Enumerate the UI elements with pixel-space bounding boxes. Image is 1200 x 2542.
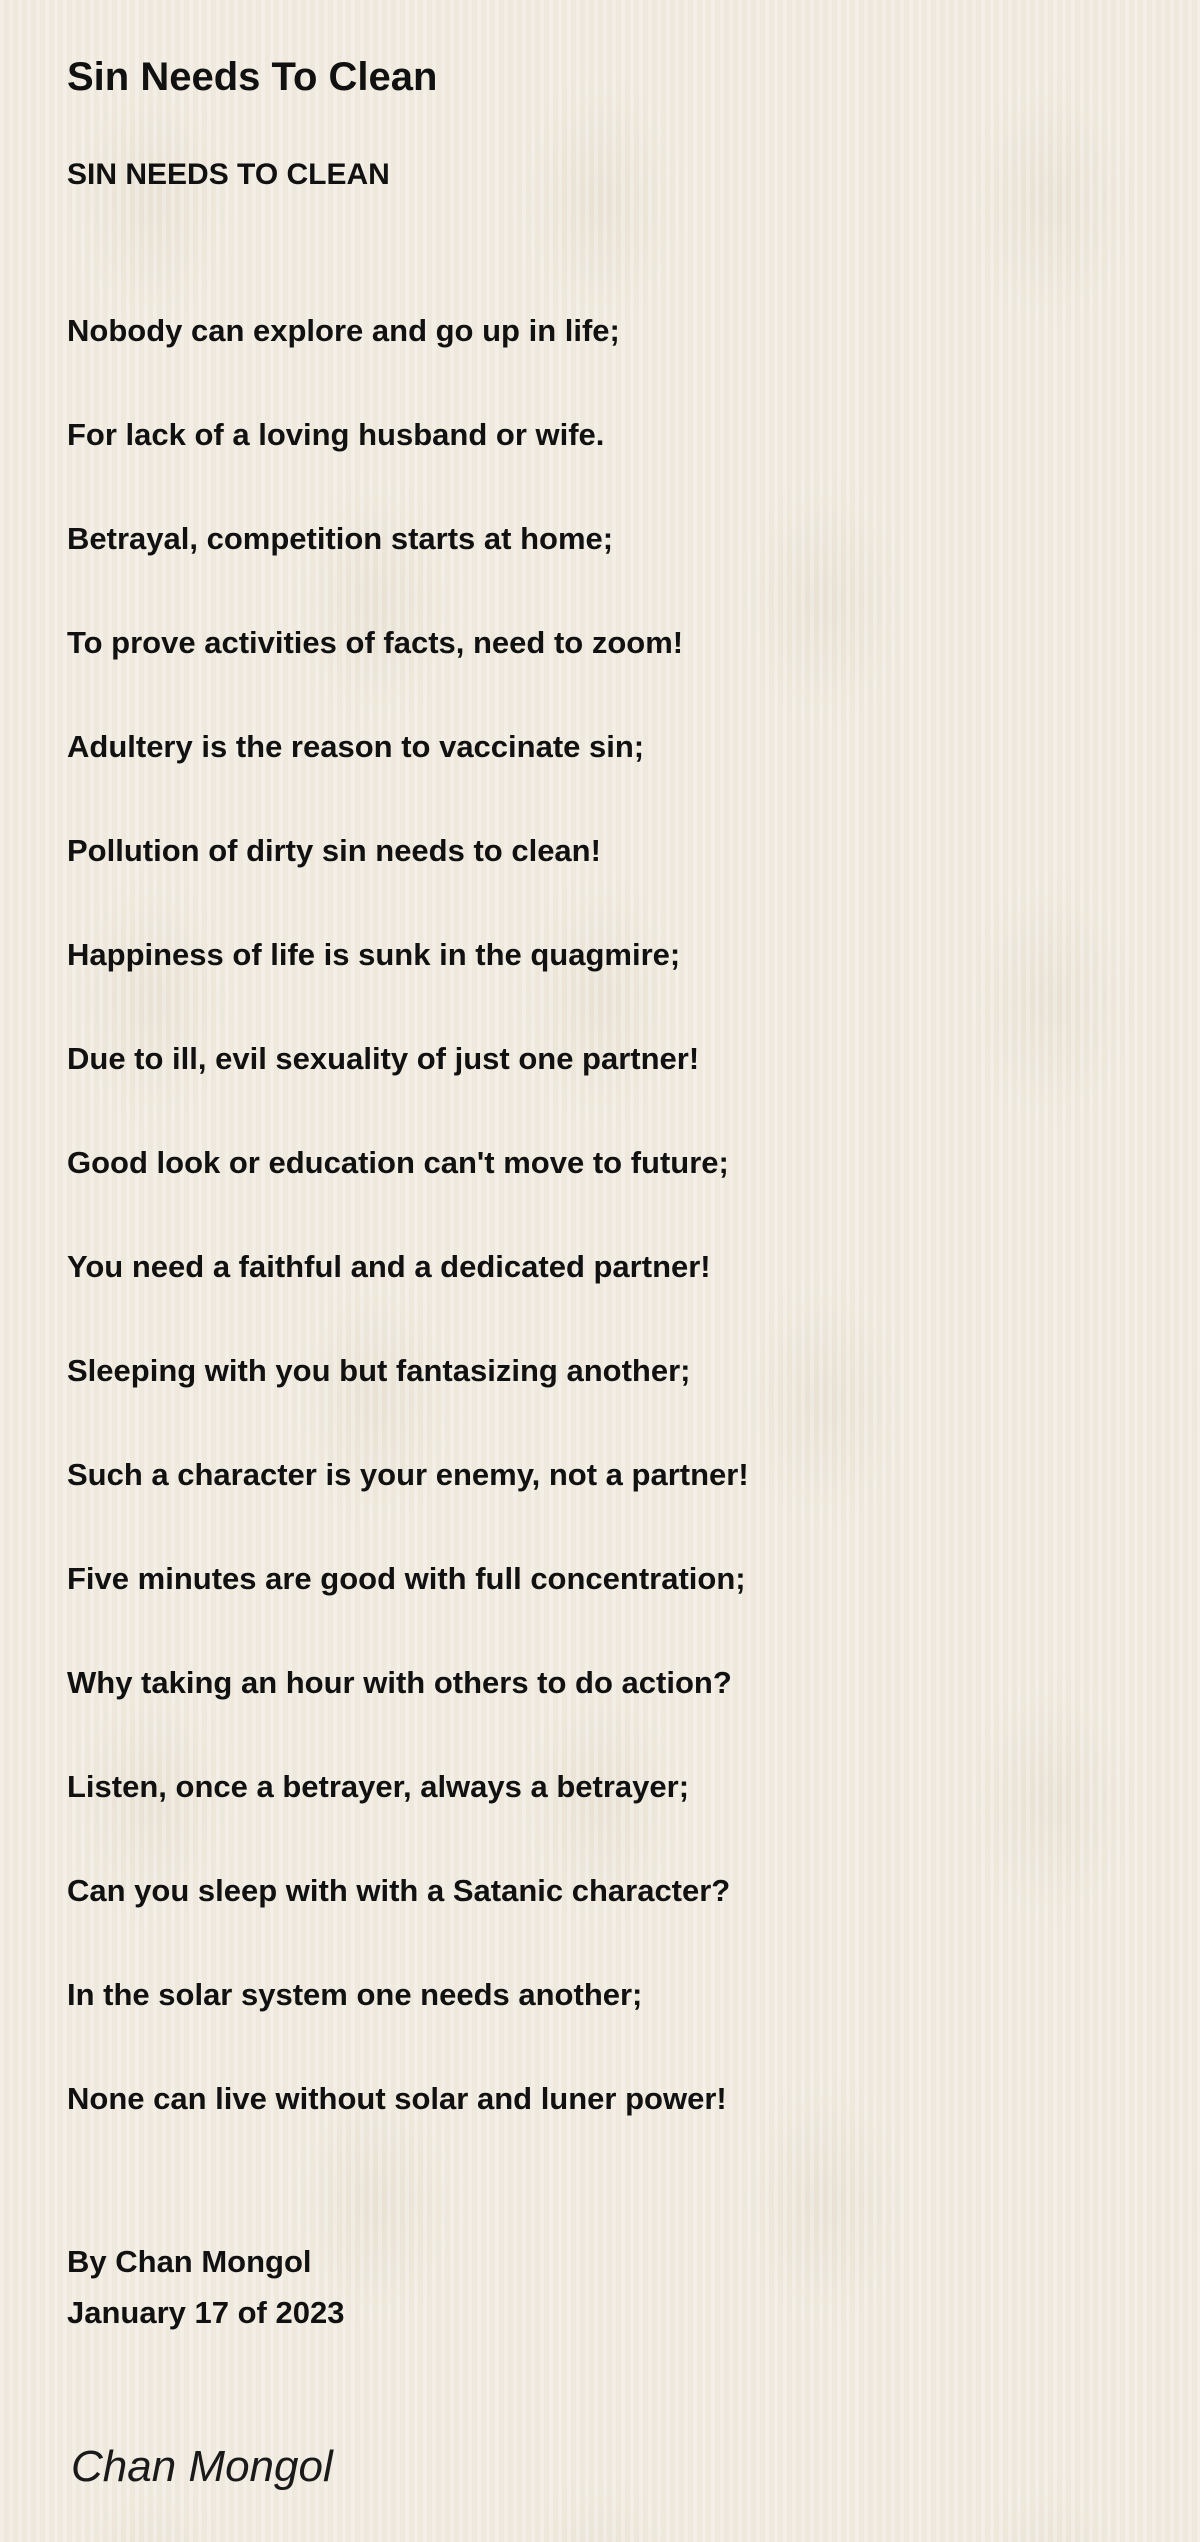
poem-line: Sleeping with you but fantasizing another;: [67, 1353, 691, 1388]
poem-line: To prove activities of facts, need to zoom!: [67, 625, 684, 660]
poem-byline: [67, 2236, 344, 2338]
poem-date: January 17 of 2023: [67, 2295, 345, 2330]
poem-line: Happiness of life is sunk in the quagmire;: [67, 937, 681, 972]
poem-line: Five minutes are good with full concentration;: [67, 1561, 746, 1596]
poem-line: Adultery is the reason to vaccinate sin;: [67, 729, 645, 764]
poem-line: Good look or education can't move to future;: [67, 1145, 729, 1180]
poem-line: Nobody can explore and go up in life;: [67, 313, 620, 348]
poem-line: You need a faithful and a dedicated partner!: [67, 1249, 711, 1284]
poem-line: Such a character is your enemy, not a partner!: [67, 1457, 749, 1492]
poem-line: Betrayal, competition starts at home;: [67, 521, 614, 556]
author-signature: Chan Mongol: [71, 2442, 333, 2491]
poem-line: For lack of a loving husband or wife.: [67, 417, 605, 452]
poem-heading: SIN NEEDS TO CLEAN: [67, 158, 390, 191]
poem-line: None can live without solar and luner power!: [67, 2081, 727, 2116]
poem-line: Can you sleep with with a Satanic character?: [67, 1873, 731, 1908]
author-byline: By Chan Mongol: [67, 2244, 312, 2279]
poem-lines: [67, 313, 749, 2185]
poem-line: Listen, once a betrayer, always a betrayer;: [67, 1769, 690, 1804]
poem-line: Due to ill, evil sexuality of just one partner!: [67, 1041, 700, 1076]
page-title: Sin Needs To Clean: [67, 55, 438, 99]
poem-line: In the solar system one needs another;: [67, 1977, 643, 2012]
poem-line: Pollution of dirty sin needs to clean!: [67, 833, 601, 868]
poem-line: Why taking an hour with others to do action?: [67, 1665, 732, 1700]
